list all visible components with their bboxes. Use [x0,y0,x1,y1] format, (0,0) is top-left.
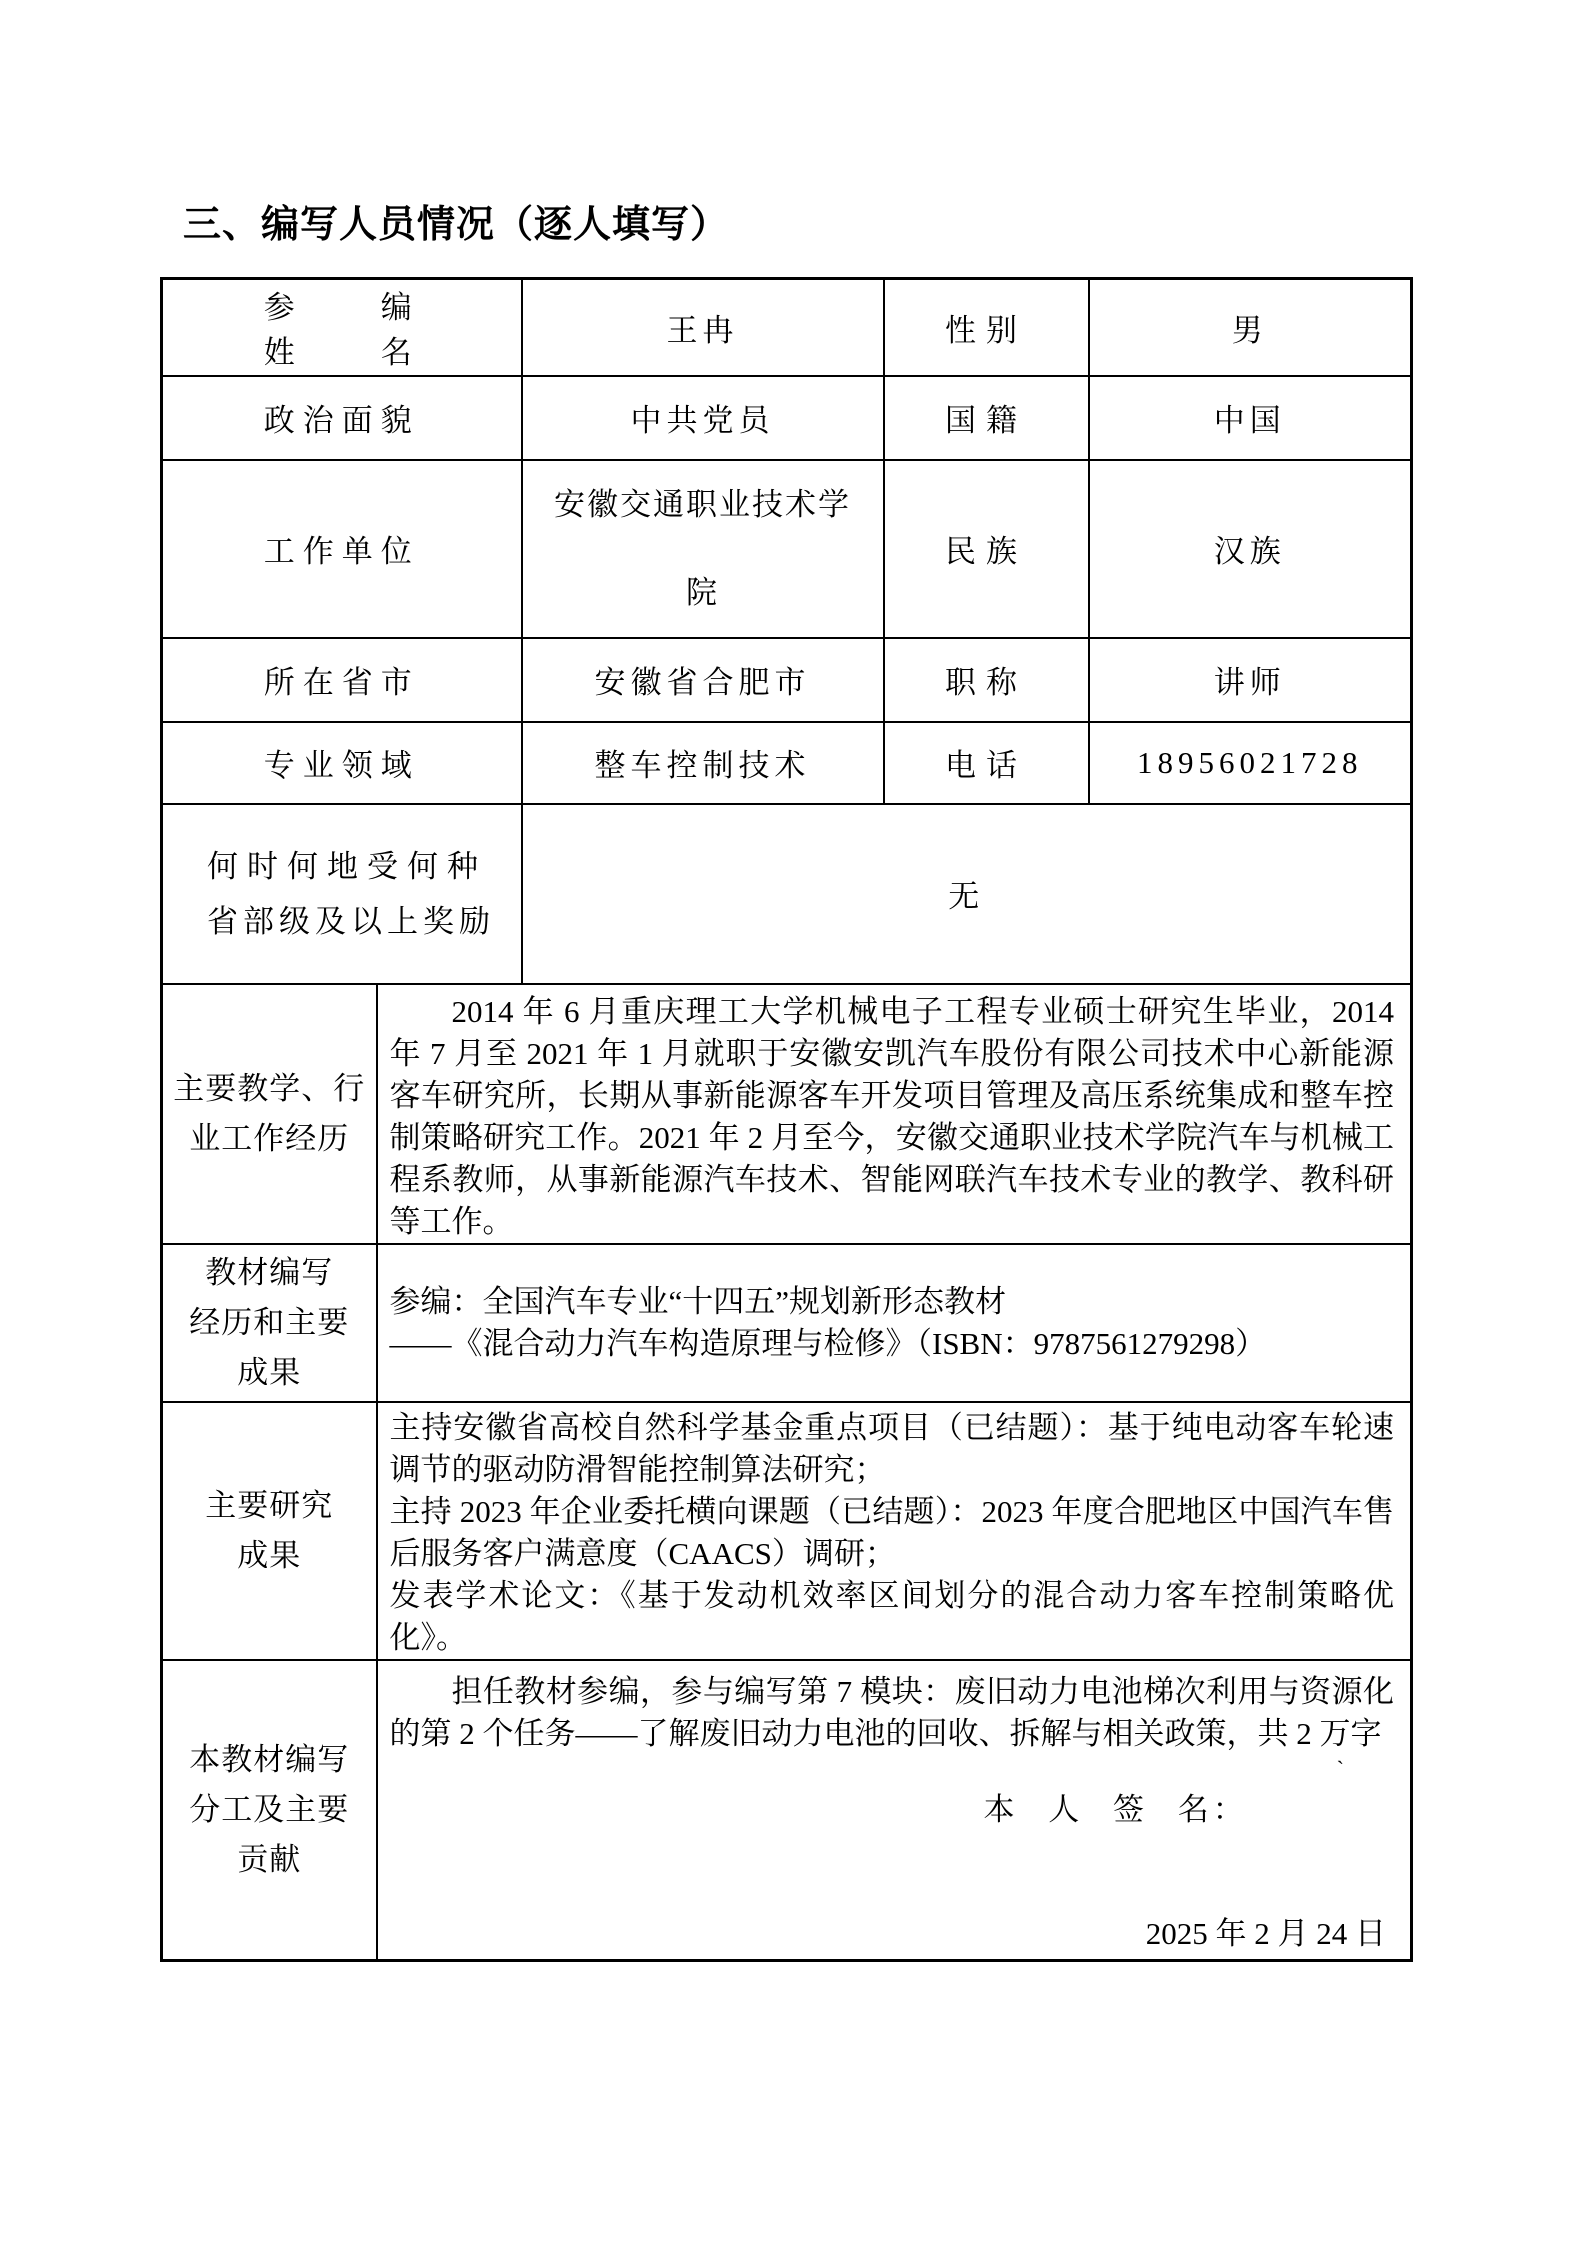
name-label-cell [162,279,522,376]
specialty-value-cell: 整车控制技术 [522,722,884,804]
textbook-experience-line1: 参编：全国汽车专业“十四五”规划新形态教材 [389,1283,1007,1319]
experience-label-line2: 业工作经历 [189,1120,350,1156]
signature-date: 2025 年 2 月 24 日 [1145,1915,1386,1951]
political-status-label-cell: 政治面貌 [162,376,522,460]
row-awards [162,804,1412,984]
phone-label-cell: 电话 [884,722,1089,804]
specialty-label-cell: 专业领域 [162,722,522,804]
phone-value-cell: 18956021728 [1089,722,1412,804]
research-label-cell [162,1402,377,1660]
row-name-gender [162,279,1412,376]
personnel-form-table [160,277,1413,1962]
row-political-nationality [162,376,1412,460]
section-title: 三、编写人员情况（逐人填写） [183,204,730,246]
experience-text-cell [377,984,1412,1244]
contribution-label-line1: 本教材编写 [189,1741,350,1777]
research-item-1: 主持安徽省高校自然科学基金重点项目（已结题）：基于纯电动客车轮速调节的驱动防滑智能控制算法研究； [389,1409,1394,1487]
experience-label-line1: 主要教学、行 [173,1070,366,1106]
name-label-line1: 参 编 [263,290,420,326]
textbook-experience-line2: ——《混合动力汽车构造原理与检修》（ISBN：9787561279298） [389,1325,1267,1361]
row-workunit-ethnicity [162,460,1412,638]
textbook-experience-text-cell [377,1244,1412,1402]
signature-label: 本 人 签 名： [983,1791,1248,1827]
experience-text: 2014 年 6 月重庆理工大学机械电子工程专业硕士研究生毕业，2014 年 7 月至 2021 年 1 月就职于安徽安凯汽车股份有限公司技术中心新能源客车研究所，长期从事新能源客车开发项目管理及高压系统集成和整车控制策略研究工作。2021 年 2 月至今，安徽交通职业技术学院汽车与机械工程系教师，从事新能源汽车技术、智能网联汽车技术专业的教学、教科研等工作。 [389,993,1394,1239]
contribution-text-cell [377,1660,1412,1961]
contribution-label-cell [162,1660,377,1961]
awards-label-line1: 何时何地受何种 [207,848,487,884]
work-unit-value-cell: 安徽交通职业技术学院 [522,460,884,638]
name-label-line2: 姓 名 [263,335,420,371]
province-city-value-cell: 安徽省合肥市 [522,638,884,722]
row-textbook-experience [162,1244,1412,1402]
research-label-line2: 成果 [237,1537,302,1573]
textbook-experience-label-line1: 教材编写 [205,1254,334,1290]
experience-label-cell [162,984,377,1244]
contribution-text: 担任教材参编，参与编写第 7 模块：废旧动力电池梯次利用与资源化的第 2 个任务——了解废旧动力电池的回收、拆解与相关政策，共 2 万字 [389,1673,1394,1751]
research-item-2: 主持 2023 年企业委托横向课题（已结题）：2023 年度合肥地区中国汽车售后服务客户满意度（CAACS）调研； [389,1493,1394,1571]
nationality-label-cell: 国籍 [884,376,1089,460]
research-item-3: 发表学术论文：《基于发动机效率区间划分的混合动力客车控制策略优化》。 [389,1577,1394,1655]
political-status-value-cell: 中共党员 [522,376,884,460]
work-unit-label-cell: 工作单位 [162,460,522,638]
professional-title-value-cell: 讲师 [1089,638,1412,722]
contribution-label-line2: 分工及主要 [189,1791,350,1827]
row-experience [162,984,1412,1244]
ethnicity-label-cell: 民族 [884,460,1089,638]
nationality-value-cell: 中国 [1089,376,1412,460]
gender-value-cell: 男 [1089,279,1412,376]
row-city-title [162,638,1412,722]
textbook-experience-label-line3: 成果 [237,1354,302,1390]
ethnicity-value-cell: 汉族 [1089,460,1412,638]
professional-title-label-cell: 职称 [884,638,1089,722]
contribution-label-line3: 贡献 [237,1841,302,1877]
textbook-experience-label-line2: 经历和主要 [189,1304,350,1340]
research-text-cell [377,1402,1412,1660]
awards-label-line2: 省部级及以上奖励 [207,903,495,939]
textbook-experience-label-cell [162,1244,377,1402]
name-value-cell: 王冉 [522,279,884,376]
research-label-line1: 主要研究 [205,1487,334,1523]
row-contribution [162,1660,1412,1961]
row-specialty-phone [162,722,1412,804]
row-research [162,1402,1412,1660]
province-city-label-cell: 所在省市 [162,638,522,722]
stray-mark: ` [1336,1755,1344,1781]
awards-value-cell: 无 [522,804,1412,984]
gender-label-cell: 性别 [884,279,1089,376]
awards-label-cell [162,804,522,984]
